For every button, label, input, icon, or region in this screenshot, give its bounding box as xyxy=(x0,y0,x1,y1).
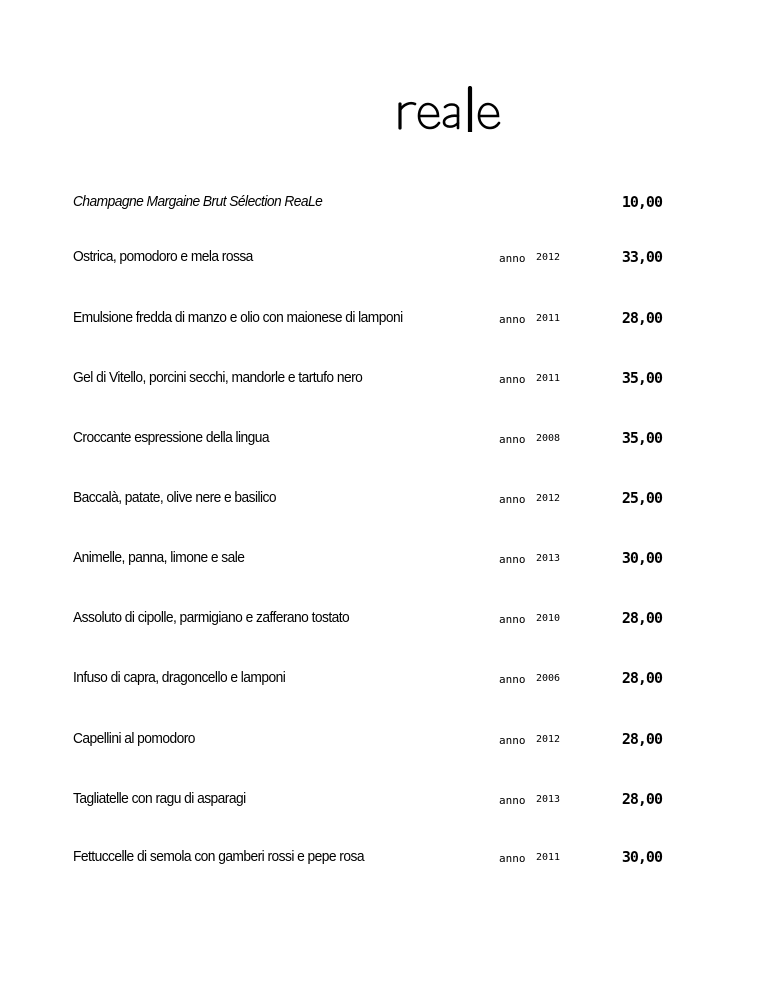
wine-year: 2012 xyxy=(536,734,561,745)
dish-name: Tagliatelle con ragu di asparagi xyxy=(73,790,246,807)
wine-year-label: anno xyxy=(499,613,526,626)
menu-item xyxy=(73,609,673,633)
dish-name: Champagne Margaine Brut Sélection ReaLe xyxy=(73,193,323,210)
wine-year-label: anno xyxy=(499,313,526,326)
menu-item xyxy=(73,730,673,754)
price: 10,00 xyxy=(621,193,662,211)
price: 28,00 xyxy=(621,669,662,687)
dish-name: Animelle, panna, limone e sale xyxy=(73,549,245,566)
menu-item xyxy=(73,669,673,693)
wine-year: 2013 xyxy=(536,553,561,564)
wine-year: 2011 xyxy=(536,373,561,384)
wine-year: 2012 xyxy=(536,493,561,504)
menu-item xyxy=(73,429,673,453)
dish-name: Emulsione fredda di manzo e olio con maionese di lamponi xyxy=(73,309,403,326)
wine-year-label: anno xyxy=(499,433,526,446)
dish-name: Gel di Vitello, porcini secchi, mandorle e tartufo nero xyxy=(73,369,363,386)
dish-name: Ostrica, pomodoro e mela rossa xyxy=(73,248,253,265)
menu-item xyxy=(73,369,673,393)
wine-year-label: anno xyxy=(499,493,526,506)
menu-item xyxy=(73,790,673,814)
wine-year: 2011 xyxy=(536,313,561,324)
wine-year: 2012 xyxy=(536,252,561,263)
price: 30,00 xyxy=(621,848,662,866)
menu-item xyxy=(73,193,673,217)
wine-year: 2010 xyxy=(536,613,561,624)
price: 35,00 xyxy=(621,429,662,447)
menu-item xyxy=(73,549,673,573)
wine-year-label: anno xyxy=(499,252,526,265)
wine-year-label: anno xyxy=(499,852,526,865)
price: 35,00 xyxy=(621,369,662,387)
dish-name: Croccante espressione della lingua xyxy=(73,429,270,446)
menu-item xyxy=(73,489,673,513)
price: 28,00 xyxy=(621,309,662,327)
menu-item xyxy=(73,248,673,272)
wine-year-label: anno xyxy=(499,673,526,686)
dish-name: Fettuccelle di semola con gamberi rossi e pepe rosa xyxy=(73,848,364,865)
wine-year: 2011 xyxy=(536,852,561,863)
price: 28,00 xyxy=(621,730,662,748)
reale-logo-mark xyxy=(396,86,506,132)
wine-year-label: anno xyxy=(499,794,526,807)
price: 28,00 xyxy=(621,790,662,808)
price: 33,00 xyxy=(621,248,662,266)
reale-logo xyxy=(396,86,506,132)
menu-item xyxy=(73,309,673,333)
dish-name: Infuso di capra, dragoncello e lamponi xyxy=(73,669,286,686)
wine-year: 2013 xyxy=(536,794,561,805)
wine-year-label: anno xyxy=(499,734,526,747)
wine-year: 2008 xyxy=(536,433,561,444)
dish-name: Baccalà, patate, olive nere e basilico xyxy=(73,489,277,506)
dish-name: Capellini al pomodoro xyxy=(73,730,195,747)
wine-year-label: anno xyxy=(499,373,526,386)
wine-year: 2006 xyxy=(536,673,561,684)
menu-item xyxy=(73,848,673,872)
price: 28,00 xyxy=(621,609,662,627)
wine-year-label: anno xyxy=(499,553,526,566)
dish-name: Assoluto di cipolle, parmigiano e zafferano tostato xyxy=(73,609,350,626)
price: 25,00 xyxy=(621,489,662,507)
price: 30,00 xyxy=(621,549,662,567)
